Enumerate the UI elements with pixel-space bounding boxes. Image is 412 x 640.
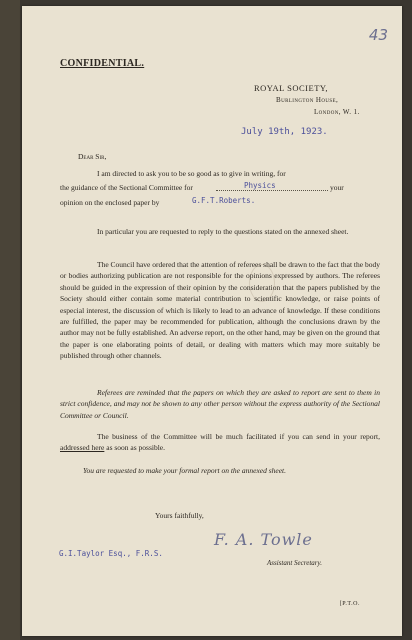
- address-line-2: Burlington House,: [276, 96, 339, 104]
- address-line-3: London, W. 1.: [314, 108, 360, 116]
- scan-edge: [0, 0, 20, 640]
- committee-blank: [216, 190, 328, 191]
- signature: F. A. Towle: [214, 530, 313, 549]
- para1-your: your: [330, 183, 344, 192]
- para5-text-b: as soon as possible.: [106, 443, 165, 453]
- folio-number: 43: [368, 26, 388, 44]
- para3: The Council have ordered that the attention of referees shall be drawn to the fact that the body or bodies authorizing publication are not responsible for the opinions expressed by authors. The referees should be guided in the expression of their opinion by the consideration that the papers published by the Society should either contain some material contribution to scientific knowledge, or raise points of especial interest, the discussion of which is likely to lead to an advance of knowledge. If these conditions are fulfilled, the paper may be recommended for publication, although the conclusions drawn by the author may not be fully established. An adverse report, on the other hand, may be given on the ground that the paper is one elaborating points of detail, or dealing with matters which may more suitably be published through other channels.: [60, 260, 380, 361]
- signatory-title: Assistant Secretary.: [267, 559, 322, 567]
- para5: [60, 431, 380, 454]
- committee-name: Physics: [244, 181, 276, 190]
- salutation: Dear Sir,: [78, 152, 107, 161]
- letter-sheet: [22, 6, 402, 636]
- addressed-here: addressed here: [60, 443, 105, 453]
- para2: In particular you are requested to reply to the questions stated on the annexed sheet.: [97, 227, 349, 236]
- address-line-1: ROYAL SOCIETY,: [254, 83, 329, 93]
- pto-marker: [P.T.O.: [339, 601, 360, 607]
- para1-line3: opinion on the enclosed paper by: [60, 198, 160, 207]
- para1-line2: the guidance of the Sectional Committee for: [60, 183, 193, 192]
- closing: Yours faithfully,: [155, 511, 204, 520]
- letter-date: July 19th, 1923.: [241, 127, 328, 137]
- para4-referees-note: Referees are reminded that the papers on which they are asked to report are sent to them in strict confidence, and may not be shown to any other person without the express authority of the Sectional Committee or Council.: [60, 388, 380, 420]
- para5-text-a: The business of the Committee will be much facilitated if you can send in your report,: [97, 432, 380, 441]
- para1-line1: I am directed to ask you to be so good as to give in writing, for: [97, 169, 286, 178]
- author-name: G.F.T.Roberts.: [192, 196, 256, 205]
- para6-formal-report: You are requested to make your formal report on the annexed sheet.: [83, 466, 287, 475]
- addressee: G.I.Taylor Esq., F.R.S.: [59, 549, 163, 558]
- confidential-heading: CONFIDENTIAL.: [60, 58, 145, 69]
